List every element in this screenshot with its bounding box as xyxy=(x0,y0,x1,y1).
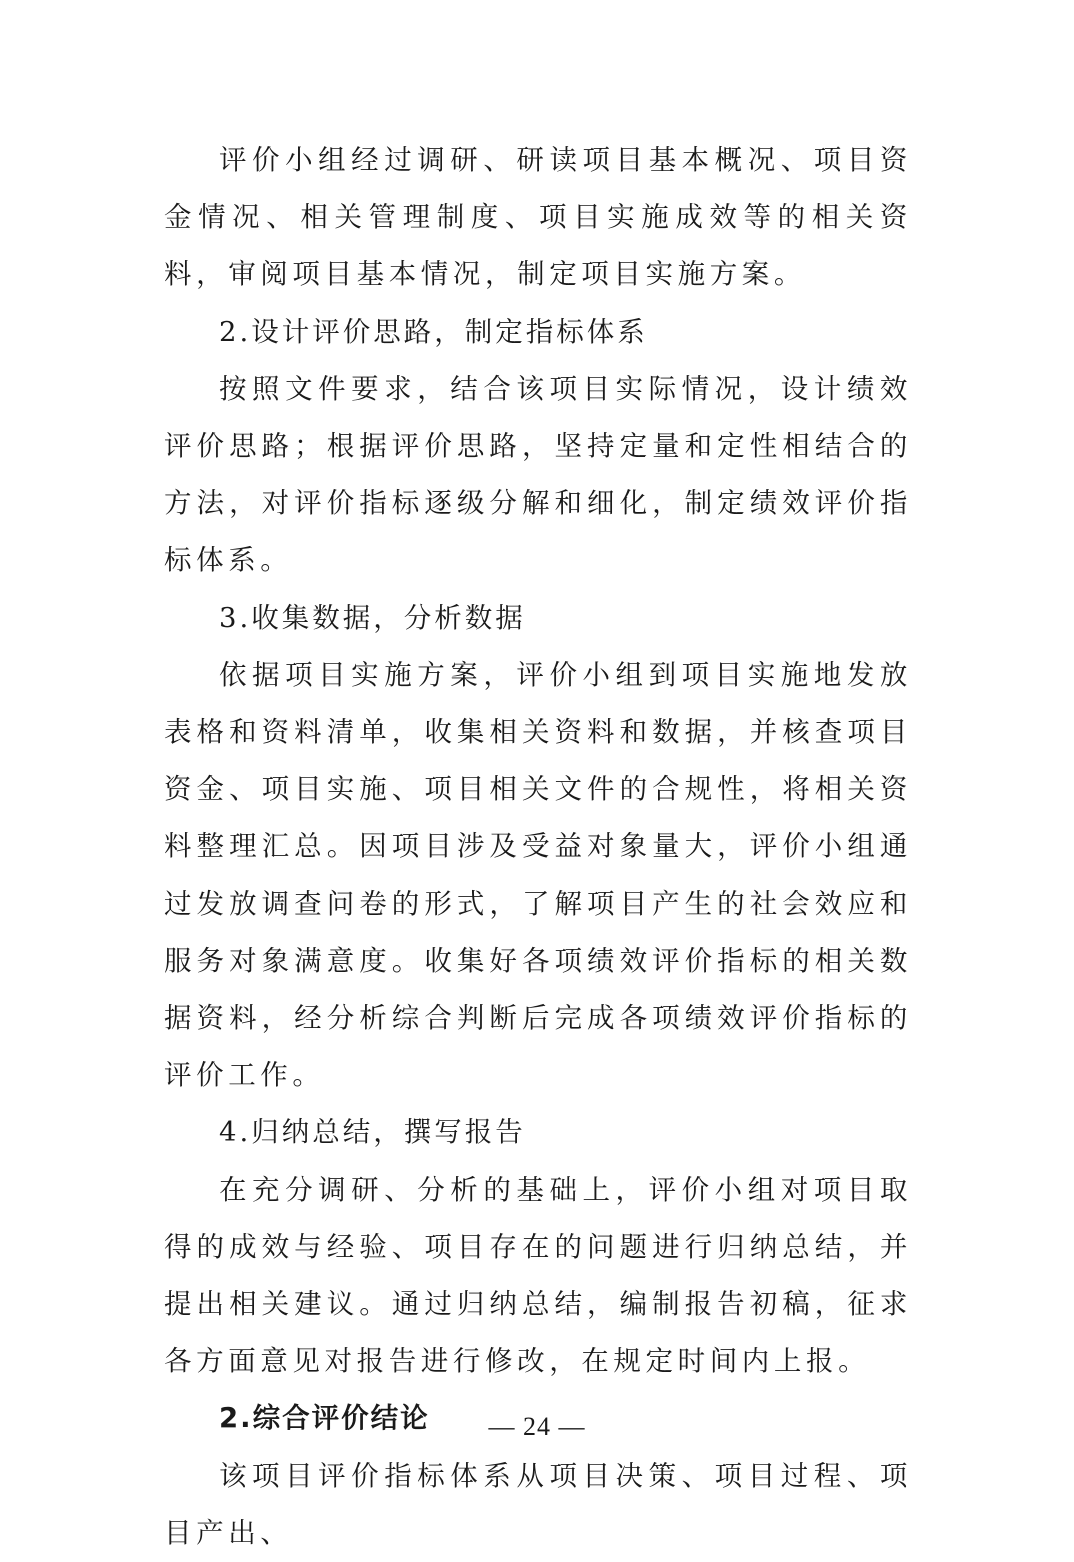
heading-design-evaluation: 2.设计评价思路，制定指标体系 xyxy=(219,315,648,348)
paragraph-collect-data: 依据项目实施方案，评价小组到项目实施地发放表格和资料清单，收集相关资料和数据，并核查项目资金、项目实施、项目相关文件的合规性，将相关资料整理汇总。因项目涉及受益对象量大，评价小组通过发放调查问卷的形式，了解项目产生的社会效应和服务对象满意度。收集好各项绩效评价指标的相关数据资料，经分析综合判断后完成各项绩效评价指标的评价工作。 xyxy=(164,658,912,1092)
paragraph-design-evaluation: 按照文件要求，结合该项目实际情况，设计绩效评价思路；根据评价思路，坚持定量和定性相结合的方法，对评价指标逐级分解和细化，制定绩效评价指标体系。 xyxy=(164,372,912,577)
page-content xyxy=(164,132,912,1562)
page-number: — 24 — xyxy=(488,1412,586,1441)
heading-collect-data: 3.收集数据，分析数据 xyxy=(219,601,526,634)
heading-overall-conclusion: 2.综合评价结论 xyxy=(219,1402,430,1435)
paragraph-overall-conclusion: 该项目评价指标体系从项目决策、项目过程、项目产出、 xyxy=(164,1459,912,1549)
paragraph-research: 评价小组经过调研、研读项目基本概况、项目资金情况、相关管理制度、项目实施成效等的相关资料，审阅项目基本情况，制定项目实施方案。 xyxy=(164,144,912,291)
paragraph-summarize-report: 在充分调研、分析的基础上，评价小组对项目取得的成效与经验、项目存在的问题进行归纳总结，并提出相关建议。通过归纳总结，编制报告初稿，征求各方面意见对报告进行修改，在规定时间内上报。 xyxy=(164,1173,912,1378)
heading-summarize-report: 4.归纳总结，撰写报告 xyxy=(219,1116,526,1149)
